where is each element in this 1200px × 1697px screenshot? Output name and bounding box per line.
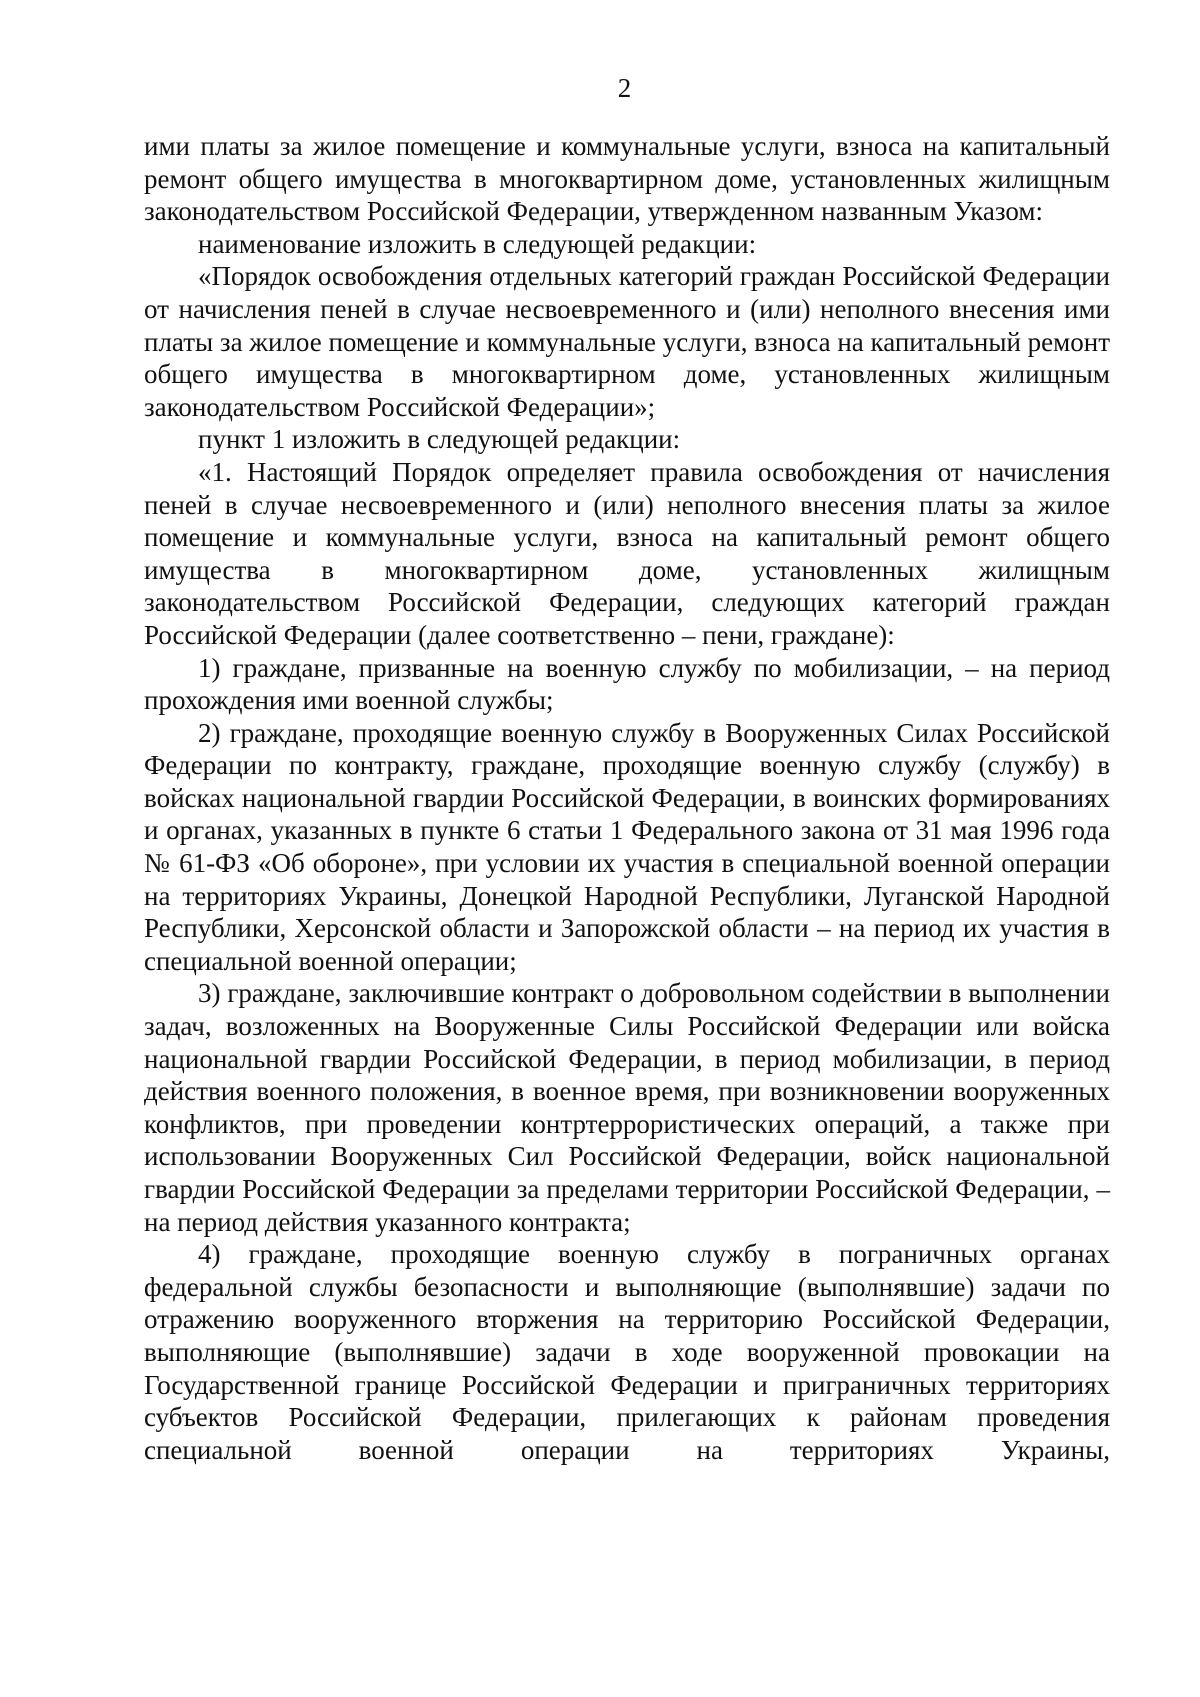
paragraph-item1-instruction: пункт 1 изложить в следующей редакции: [198,424,681,455]
paragraph-title-instruction: наименование изложить в следующей редакции: [198,228,757,259]
paragraph-item1-text: «1. Настоящий Порядок определяет правила освобождения от начисления пеней в случае несвоевременного и (или) неполного внесения платы за жилое помещение и коммунальные услуги, взноса на капитальный ремонт общего имущества в многоквартирном доме, установленных жилищным законодательством Российской Федерации, следующих категорий граждан Российской Федерации (далее соответственно – пени, граждане): [144,456,1110,650]
paragraph-new-title: «Порядок освобождения отдельных категорий граждан Российской Федерации от начисления пеней в случае несвоевременного и (или) неполного внесения ими платы за жилое помещение и коммунальные услуги, взноса на капитальный ремонт общего имущества в многоквартирном доме, установленных жилищным законодательством Российской Федерации»; [144,261,1110,422]
paragraph-continuation: ими платы за жилое помещение и коммунальные услуги, взноса на капитальный ремонт общего имущества в многоквартирном доме, установленных жилищным законодательством Российской Федерации, утвержденном названным Указом: [144,131,1110,227]
list-item-3: 3) граждане, заключившие контракт о добровольном содействии в выполнении задач, возложенных на Вооруженные Силы Российской Федерации или войска национальной гвардии Российской Федерации, в период мобилизации, в период действия военного положения, в военное время, при возникновении вооруженных конфликтов, при проведении контртеррористических операций, а также при использовании Вооруженных Сил Российской Федерации, войск национальной гвардии Российской Федерации за пределами территории Российской Федерации, – на период действия указанного контракта; [144,978,1110,1237]
list-item-4: 4) граждане, проходящие военную службу в пограничных органах федеральной службы безопасности и выполняющие (выполнявшие) задачи по отражению вооруженного вторжения на территорию Российской Федерации, выполняющие (выполнявшие) задачи в ходе вооруженной провокации на Государственной границе Российской Федерации и приграничных территориях субъектов Российской Федерации, прилегающих к районам проведения специальной военной операции на территориях Украины, [144,1239,1110,1465]
page-number: 2 [617,73,632,103]
document-body [144,130,1110,1466]
list-item-2: 2) граждане, проходящие военную службу в Вооруженных Силах Российской Федерации по контракту, граждане, проходящие военную службу (службу) в войсках национальной гвардии Российской Федерации, в воинских формированиях и органах, указанных в пункте 6 статьи 1 Федерального закона от 31 мая 1996 года № 61-ФЗ «Об обороне», при условии их участия в специальной военной операции на территориях Украины, Донецкой Народной Республики, Луганской Народной Республики, Херсонской области и Запорожской области – на период их участия в специальной военной операции; [144,717,1110,976]
list-item-1: 1) граждане, призванные на военную службу по мобилизации, – на период прохождения ими военной службы; [144,652,1110,716]
